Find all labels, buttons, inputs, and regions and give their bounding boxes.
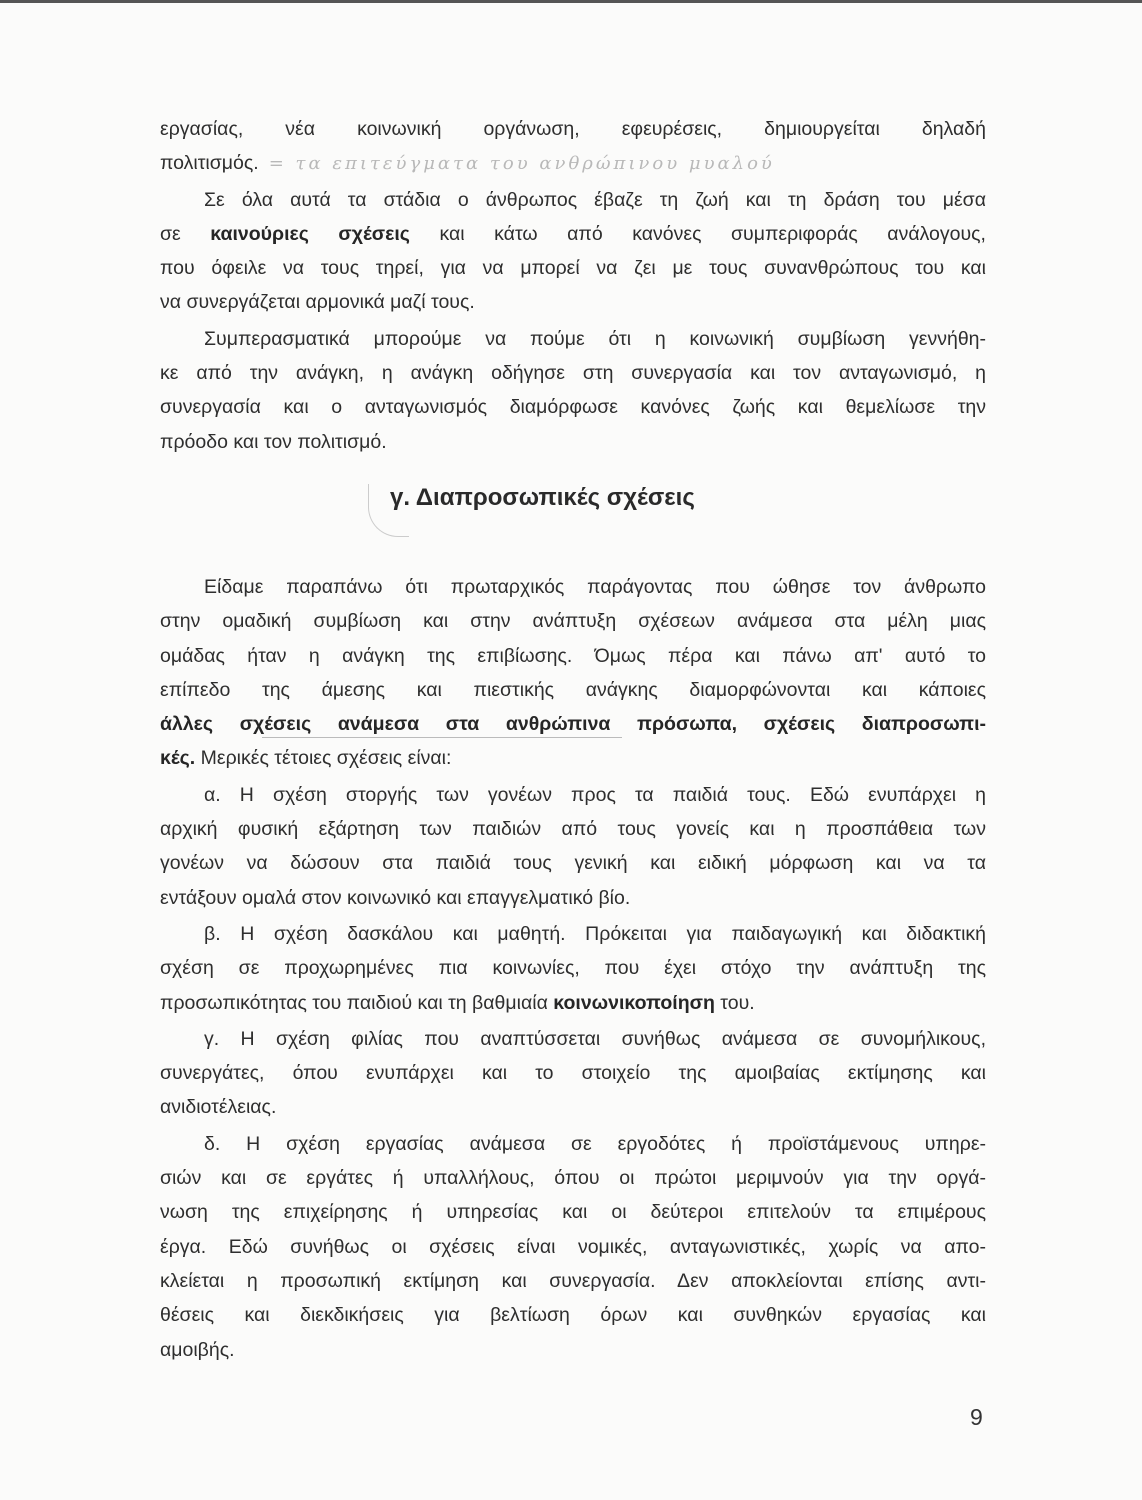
text-run: και κάτω από κανόνες συμπεριφοράς ανάλογους, [409, 222, 986, 245]
text-line [160, 846, 986, 880]
paragraph [160, 183, 986, 320]
text-run: ανιδιοτέλειας. [160, 1096, 277, 1119]
text-run: κλείεται η προσωπική εκτίμηση και συνεργασία. Δεν αποκλείονται επίσης αντι- [160, 1269, 986, 1292]
paragraph [160, 1022, 986, 1125]
text-line [160, 1264, 986, 1298]
text-run: στην ομαδική συμβίωση και στην ανάπτυξη σχέσεων ανάμεσα στα μέλη μιας [160, 610, 986, 633]
text-line [160, 322, 986, 356]
text-line [160, 1298, 986, 1332]
text-run: προσωπικότητας του παιδιού και τη βαθμιαία [160, 991, 554, 1014]
text-run: θέσεις και διεκδικήσεις για βελτίωση όρων και συνθηκών εργασίας και [160, 1304, 986, 1327]
text-line [160, 986, 986, 1020]
text-run: γ. Η σχέση φιλίας που αναπτύσσεται συνήθως ανάμεσα σε συνομήλικους, [204, 1027, 986, 1050]
text-run: α. Η σχέση στοργής των γονέων προς τα παιδιά τους. Εδώ ενυπάρχει η [204, 783, 986, 806]
text-line [160, 1090, 986, 1124]
bold-text: καινούριες σχέσεις [210, 222, 410, 245]
text-line [160, 1230, 986, 1264]
text-run: γονέων να δώσουν στα παιδιά τους γενική και ειδική μόρφωση και να τα [160, 852, 986, 875]
text-run: συνεργάτες, όπου ενυπάρχει και το στοιχείο της αμοιβαίας εκτίμησης και [160, 1062, 986, 1085]
text-line [160, 1022, 986, 1056]
text-line [160, 604, 986, 638]
text-run: εργασίας, νέα κοινωνική οργάνωση, εφευρέσεις, δημιουργείται δηλαδή [160, 118, 986, 140]
paragraph [160, 322, 986, 459]
text-line [160, 1333, 986, 1367]
text-run: Μερικές τέτοιες σχέσεις είναι: [195, 747, 452, 770]
text-run: σιών και σε εργάτες ή υπαλλήλους, όπου οι πρώτοι μεριμνούν για την οργά- [160, 1167, 986, 1190]
handwritten-note: = τα επιτεύγματα του ανθρώπινου μυαλού [268, 153, 775, 175]
text-line [160, 112, 986, 146]
paragraph [160, 917, 986, 1020]
text-run: Είδαμε παραπάνω ότι πρωταρχικός παράγοντας που ώθησε τον άνθρωπο [204, 576, 986, 598]
text-line [160, 917, 986, 951]
text-run: ομάδας ήταν η ανάγκη της επιβίωσης. Όμως πέρα και πάνω απ' αυτό το [160, 644, 986, 667]
section-heading: γ. Διαπροσωπικές σχέσεις [390, 484, 695, 511]
text-line [160, 881, 986, 915]
text-line [160, 183, 986, 217]
text-block-section [160, 568, 986, 1367]
text-line [160, 425, 986, 459]
text-run: αρχική φυσική εξάρτηση των παιδιών από τους γονείς και η προσπάθεια των [160, 818, 986, 841]
paragraph [160, 570, 986, 776]
text-run: β. Η σχέση δασκάλου και μαθητή. Πρόκειται για παιδαγωγική και διδακτική [204, 922, 986, 945]
text-line [160, 251, 986, 285]
text-line [160, 741, 986, 775]
pencil-underline [262, 737, 622, 738]
paragraph [160, 112, 986, 181]
text-run: Συμπερασματικά μπορούμε να πούμε ότι η κοινωνική συμβίωση γεννήθη- [204, 327, 986, 350]
text-block-intro [160, 110, 986, 459]
text-line [160, 951, 986, 985]
text-run: εντάξουν ομαλά στον κοινωνικό και επαγγελματικό βίο. [160, 886, 631, 909]
text-run: δ. Η σχέση εργασίας ανάμεσα σε εργοδότες ή προϊστάμενους υπηρε- [204, 1132, 986, 1155]
text-run: επίπεδο της άμεσης και πιεστικής ανάγκης διαμορφώνονται και κάποιες [160, 678, 986, 701]
text-run: αμοιβής. [160, 1338, 235, 1361]
text-run: σε [160, 222, 211, 245]
scan-edge [0, 0, 1142, 3]
bold-text: κοινωνικοποίηση [553, 991, 715, 1014]
text-run: έργα. Εδώ συνήθως οι σχέσεις είναι νομικές, ανταγωνιστικές, χωρίς να απο- [160, 1235, 986, 1258]
text-line [160, 1161, 986, 1195]
text-line [160, 390, 986, 424]
text-line [160, 1127, 986, 1161]
text-line [160, 356, 986, 390]
paragraph [160, 778, 986, 915]
text-line [160, 1056, 986, 1090]
text-run: Σε όλα αυτά τα στάδια ο άνθρωπος έβαζε τη ζωή και τη δράση του μέσα [204, 188, 986, 211]
text-line [160, 673, 986, 707]
text-run: σχέση σε προχωρημένες πια κοινωνίες, που έχει στόχο την ανάπτυξη της [160, 957, 986, 980]
text-line [160, 146, 986, 180]
text-line [160, 812, 986, 846]
text-line [160, 639, 986, 673]
bold-text: κές. [160, 747, 196, 770]
text-run: πολιτισμός. [160, 152, 259, 175]
page-number: 9 [970, 1404, 983, 1430]
bold-text: άλλες σχέσεις ανάμεσα στα ανθρώπινα πρόσωπα, σχέσεις διαπροσωπι- [160, 713, 986, 736]
text-run: κε από την ανάγκη, η ανάγκη οδήγησε στη συνεργασία και τον ανταγωνισμό, η [160, 362, 986, 385]
text-line [160, 570, 986, 604]
text-run: του. [714, 991, 755, 1014]
text-line [160, 778, 986, 812]
text-line [160, 285, 986, 319]
text-run: συνεργασία και ο ανταγωνισμός διαμόρφωσε κανόνες ζωής και θεμελίωσε την [160, 396, 986, 419]
text-run: πρόοδο και τον πολιτισμό. [160, 430, 387, 453]
text-line [160, 217, 986, 251]
text-run: νωση της επιχείρησης ή υπηρεσίας και οι δεύτεροι επιτελούν τα επιμέρους [160, 1201, 986, 1224]
text-run: που όφειλε να τους τηρεί, για να μπορεί να ζει με τους συνανθρώπους του και [160, 257, 986, 280]
text-line [160, 1195, 986, 1229]
paragraph [160, 1127, 986, 1367]
text-run: να συνεργάζεται αρμονικά μαζί τους. [160, 291, 475, 314]
